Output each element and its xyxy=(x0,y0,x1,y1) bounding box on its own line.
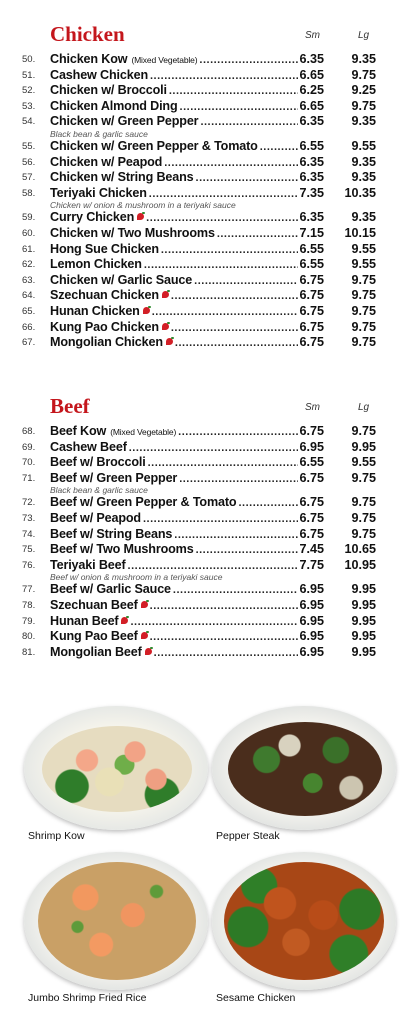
price-small: 6.75 xyxy=(299,526,324,541)
item-name: Kung Pao Beef xyxy=(50,629,138,644)
item-name: Chicken Kow xyxy=(50,52,128,66)
item-name: Beef w/ Green Pepper xyxy=(50,470,178,485)
photo-caption: Pepper Steak xyxy=(216,830,280,842)
item-number: 74. xyxy=(22,528,36,540)
dot-leader xyxy=(196,543,298,559)
menu-item-row xyxy=(0,511,400,527)
price-large: 9.75 xyxy=(351,495,376,510)
menu-item-row xyxy=(0,629,400,645)
beef-header xyxy=(0,394,400,424)
item-name: Mongolian Chicken xyxy=(50,335,163,350)
price-large: 9.55 xyxy=(351,138,376,153)
price-small: 6.35 xyxy=(299,210,324,225)
menu-item-row xyxy=(0,558,400,574)
item-name-wrap xyxy=(50,170,298,187)
menu-item xyxy=(0,645,400,661)
dot-leader xyxy=(171,321,298,337)
price-large: 9.95 xyxy=(351,613,376,628)
dot-leader xyxy=(150,599,298,615)
item-name: Chicken w/ Broccoli xyxy=(50,83,167,98)
price-small: 7.75 xyxy=(299,557,324,572)
dot-leader xyxy=(161,243,298,259)
item-name: Chicken w/ Peapod xyxy=(50,154,163,169)
photo-caption: Shrimp Kow xyxy=(28,830,85,842)
item-name-wrap xyxy=(50,582,298,599)
item-number: 65. xyxy=(22,305,36,317)
item-name: Kung Pao Chicken xyxy=(50,319,159,334)
dot-leader xyxy=(154,646,298,662)
price-small: 6.65 xyxy=(299,98,324,113)
item-name-wrap xyxy=(50,440,298,457)
item-name: Mongolian Beef xyxy=(50,644,142,659)
price-large: 10.65 xyxy=(344,542,376,557)
price-small: 6.75 xyxy=(299,303,324,318)
hot-pepper-icon xyxy=(145,648,152,655)
price-small: 6.95 xyxy=(299,582,324,597)
menu-item-row xyxy=(0,155,400,171)
item-name: Hunan Chicken xyxy=(50,303,140,318)
price-large: 10.15 xyxy=(344,225,376,240)
price-large: 9.95 xyxy=(351,597,376,612)
menu-item-row xyxy=(0,614,400,630)
price-small: 6.35 xyxy=(299,114,324,129)
price-small: 7.45 xyxy=(299,542,324,557)
item-description: Black bean & garlic sauce xyxy=(50,128,148,139)
price-small: 6.25 xyxy=(299,83,324,98)
menu-item xyxy=(0,629,400,645)
price-small: 6.35 xyxy=(299,154,324,169)
item-name-wrap xyxy=(50,257,298,274)
price-small: 6.55 xyxy=(299,257,324,272)
price-small: 6.55 xyxy=(299,455,324,470)
item-number: 67. xyxy=(22,337,36,349)
dot-leader xyxy=(175,336,298,352)
item-number: 61. xyxy=(22,243,36,255)
item-name-wrap xyxy=(50,52,298,69)
menu-item xyxy=(0,186,400,211)
sesame-chicken-photo xyxy=(212,850,400,1010)
menu-item xyxy=(0,226,400,242)
menu-item-row xyxy=(0,582,400,598)
price-small: 6.75 xyxy=(299,424,324,438)
item-number: 60. xyxy=(22,227,36,239)
price-large: 9.95 xyxy=(351,644,376,659)
menu-item xyxy=(0,614,400,630)
item-name: Hong Sue Chicken xyxy=(50,241,159,256)
price-small: 6.75 xyxy=(299,510,324,525)
menu-item xyxy=(0,527,400,543)
item-number: 68. xyxy=(22,426,36,437)
menu-item xyxy=(0,598,400,614)
item-number: 62. xyxy=(22,259,36,271)
price-small: 6.75 xyxy=(299,335,324,350)
menu-item-row xyxy=(0,288,400,304)
chicken-menu-list xyxy=(0,52,400,351)
price-small: 6.65 xyxy=(299,67,324,82)
price-large: 9.35 xyxy=(351,170,376,185)
dot-leader xyxy=(178,425,298,441)
item-name: Beef w/ Two Mushrooms xyxy=(50,542,194,557)
menu-item-row xyxy=(0,139,400,155)
item-name-wrap xyxy=(50,68,298,85)
item-number: 78. xyxy=(22,599,36,611)
dot-leader xyxy=(152,305,298,321)
item-number: 81. xyxy=(22,646,36,658)
item-name-wrap xyxy=(50,598,298,615)
item-inline-note: (Mixed Vegetable) xyxy=(110,427,177,437)
menu-item xyxy=(0,210,400,226)
menu-item xyxy=(0,304,400,320)
item-number: 64. xyxy=(22,290,36,302)
price-small: 6.95 xyxy=(299,613,324,628)
menu-item xyxy=(0,242,400,258)
menu-item xyxy=(0,99,400,115)
price-large: 9.35 xyxy=(351,52,376,66)
menu-item xyxy=(0,471,400,496)
shrimp-kow-photo xyxy=(22,702,212,852)
item-name: Szechuan Chicken xyxy=(50,288,159,303)
item-name: Teriyaki Beef xyxy=(50,557,126,572)
price-large: 9.75 xyxy=(351,98,376,113)
dot-leader xyxy=(180,100,298,116)
dot-leader xyxy=(174,528,298,544)
item-name: Chicken w/ Green Pepper xyxy=(50,114,199,129)
beef-section xyxy=(0,394,400,660)
dot-leader xyxy=(150,69,298,85)
item-name-wrap xyxy=(50,335,298,352)
beef-sm-header: Sm xyxy=(305,402,320,413)
item-number: 55. xyxy=(22,140,36,152)
price-large: 9.25 xyxy=(351,83,376,98)
item-name: Chicken w/ String Beans xyxy=(50,170,194,185)
menu-item-row xyxy=(0,257,400,273)
item-number: 79. xyxy=(22,615,36,627)
item-name-wrap xyxy=(50,139,298,156)
item-number: 51. xyxy=(22,69,36,81)
menu-item-row xyxy=(0,273,400,289)
price-large: 9.95 xyxy=(351,629,376,644)
dot-leader xyxy=(144,258,298,274)
menu-item xyxy=(0,155,400,171)
menu-item xyxy=(0,582,400,598)
menu-item xyxy=(0,257,400,273)
menu-item xyxy=(0,139,400,155)
item-number: 56. xyxy=(22,156,36,168)
item-name: Beef w/ Green Pepper & Tomato xyxy=(50,495,237,510)
dot-leader xyxy=(169,84,298,100)
item-number: 66. xyxy=(22,321,36,333)
dot-leader xyxy=(146,211,298,227)
menu-item xyxy=(0,68,400,84)
menu-item-row xyxy=(0,424,400,440)
price-large: 9.75 xyxy=(351,424,376,438)
item-number: 57. xyxy=(22,172,36,184)
menu-item-row xyxy=(0,242,400,258)
price-large: 10.35 xyxy=(344,185,376,200)
dot-leader xyxy=(171,289,298,305)
item-name: Chicken w/ Garlic Sauce xyxy=(50,272,193,287)
item-name-wrap xyxy=(50,99,298,116)
item-number: 76. xyxy=(22,559,36,571)
price-large: 9.35 xyxy=(351,154,376,169)
item-number: 50. xyxy=(22,54,36,65)
menu-item xyxy=(0,424,400,440)
item-name-wrap xyxy=(50,542,298,559)
price-large: 10.95 xyxy=(344,557,376,572)
beef-section-title: Beef xyxy=(50,394,90,418)
item-description: Black bean & garlic sauce xyxy=(50,485,148,496)
beef-menu-list xyxy=(0,424,400,660)
item-number: 54. xyxy=(22,116,36,128)
menu-item xyxy=(0,542,400,558)
item-name-wrap xyxy=(50,155,298,172)
menu-item-row xyxy=(0,320,400,336)
dot-leader xyxy=(143,512,298,528)
menu-item-row xyxy=(0,335,400,351)
chicken-section-title: Chicken xyxy=(50,22,125,46)
menu-item xyxy=(0,170,400,186)
price-large: 9.75 xyxy=(351,67,376,82)
menu-item-row xyxy=(0,52,400,68)
price-small: 7.15 xyxy=(299,225,324,240)
item-number: 59. xyxy=(22,212,36,224)
menu-item xyxy=(0,495,400,511)
item-name-wrap xyxy=(50,495,298,512)
item-name-wrap xyxy=(50,320,298,337)
item-description: Chicken w/ onion & mushroom in a teriyaki sauce xyxy=(50,200,236,211)
item-number: 73. xyxy=(22,512,36,524)
dot-leader xyxy=(148,456,298,472)
menu-item-row xyxy=(0,210,400,226)
menu-item-row xyxy=(0,304,400,320)
menu-item-row xyxy=(0,598,400,614)
item-name-wrap xyxy=(50,511,298,528)
menu-item-row xyxy=(0,114,400,130)
chicken-header xyxy=(0,22,400,52)
item-name: Chicken Almond Ding xyxy=(50,98,178,113)
price-small: 6.75 xyxy=(299,319,324,334)
menu-item-row xyxy=(0,68,400,84)
item-name-wrap xyxy=(50,226,298,243)
item-number: 70. xyxy=(22,457,36,469)
item-name: Beef w/ Peapod xyxy=(50,510,141,525)
price-large: 9.75 xyxy=(351,319,376,334)
menu-item-row xyxy=(0,226,400,242)
item-number: 71. xyxy=(22,472,36,484)
item-name: Szechuan Beef xyxy=(50,597,138,612)
hot-pepper-icon xyxy=(166,338,173,345)
item-name: Curry Chicken xyxy=(50,210,135,225)
menu-item xyxy=(0,273,400,289)
menu-item-row xyxy=(0,186,400,202)
menu-item-row xyxy=(0,645,400,661)
item-name: Beef w/ Broccoli xyxy=(50,455,146,470)
item-name-wrap xyxy=(50,304,298,321)
price-small: 6.55 xyxy=(299,241,324,256)
price-large: 9.75 xyxy=(351,526,376,541)
menu-item-row xyxy=(0,542,400,558)
item-number: 52. xyxy=(22,85,36,97)
item-name: Hunan Beef xyxy=(50,613,119,628)
price-small: 6.75 xyxy=(299,495,324,510)
price-large: 9.95 xyxy=(351,439,376,454)
item-number: 80. xyxy=(22,631,36,643)
item-name: Teriyaki Chicken xyxy=(50,185,147,200)
item-name: Beef Kow xyxy=(50,424,107,438)
pepper-steak-photo xyxy=(212,702,400,852)
menu-item-row xyxy=(0,471,400,487)
price-large: 9.95 xyxy=(351,582,376,597)
dot-leader xyxy=(164,156,298,172)
item-number: 58. xyxy=(22,187,36,199)
item-name-wrap xyxy=(50,210,298,227)
dot-leader xyxy=(173,583,298,599)
hot-pepper-icon xyxy=(162,291,169,298)
item-name: Cashew Beef xyxy=(50,439,127,454)
price-large: 9.75 xyxy=(351,510,376,525)
price-large: 9.35 xyxy=(351,210,376,225)
item-inline-note: (Mixed Vegetable) xyxy=(131,55,198,65)
menu-item xyxy=(0,320,400,336)
hot-pepper-icon xyxy=(137,213,144,220)
menu-item-row xyxy=(0,527,400,543)
item-name: Cashew Chicken xyxy=(50,67,148,82)
price-large: 9.55 xyxy=(351,257,376,272)
item-name: Beef w/ Garlic Sauce xyxy=(50,582,171,597)
price-small: 6.35 xyxy=(299,170,324,185)
item-name-wrap xyxy=(50,424,298,441)
item-name-wrap xyxy=(50,645,298,662)
price-large: 9.55 xyxy=(351,241,376,256)
price-large: 9.75 xyxy=(351,272,376,287)
chicken-sm-header: Sm xyxy=(305,30,320,41)
item-name-wrap xyxy=(50,455,298,472)
menu-item-row xyxy=(0,99,400,115)
hot-pepper-icon xyxy=(162,323,169,330)
menu-item xyxy=(0,114,400,139)
price-small: 6.75 xyxy=(299,272,324,287)
item-name: Lemon Chicken xyxy=(50,257,142,272)
hot-pepper-icon xyxy=(143,307,150,314)
item-name: Chicken w/ Two Mushrooms xyxy=(50,225,215,240)
hot-pepper-icon xyxy=(121,617,128,624)
hot-pepper-icon xyxy=(141,601,148,608)
price-small: 7.35 xyxy=(299,185,324,200)
item-name: Chicken w/ Green Pepper & Tomato xyxy=(50,138,258,153)
item-name-wrap xyxy=(50,614,298,631)
menu-item xyxy=(0,455,400,471)
price-small: 6.95 xyxy=(299,644,324,659)
chicken-section xyxy=(0,22,400,351)
menu-item-row xyxy=(0,440,400,456)
item-name: Beef w/ String Beans xyxy=(50,526,173,541)
item-name-wrap xyxy=(50,242,298,259)
item-description: Beef w/ onion & mushroom in a teriyaki sauce xyxy=(50,572,223,583)
menu-item xyxy=(0,440,400,456)
shrimp-fried-rice-photo xyxy=(22,850,212,1010)
item-name-wrap xyxy=(50,288,298,305)
dot-leader xyxy=(194,274,298,290)
price-large: 9.75 xyxy=(351,335,376,350)
menu-item xyxy=(0,288,400,304)
menu-item-row xyxy=(0,83,400,99)
menu-item-row xyxy=(0,170,400,186)
menu-item-row xyxy=(0,495,400,511)
dot-leader xyxy=(129,441,298,457)
item-number: 53. xyxy=(22,100,36,112)
item-name-wrap xyxy=(50,527,298,544)
price-large: 9.55 xyxy=(351,455,376,470)
price-small: 6.95 xyxy=(299,629,324,644)
price-large: 9.35 xyxy=(351,114,376,129)
price-small: 6.55 xyxy=(299,138,324,153)
menu-item-row xyxy=(0,455,400,471)
price-small: 6.95 xyxy=(299,597,324,612)
price-large: 9.75 xyxy=(351,303,376,318)
price-small: 6.95 xyxy=(299,439,324,454)
menu-item xyxy=(0,558,400,583)
menu-item xyxy=(0,335,400,351)
menu-item xyxy=(0,83,400,99)
photo-caption: Jumbo Shrimp Fried Rice xyxy=(28,992,147,1004)
dot-leader xyxy=(150,630,298,646)
price-small: 6.75 xyxy=(299,288,324,303)
menu-item xyxy=(0,511,400,527)
beef-lg-header: Lg xyxy=(358,402,370,413)
menu-item xyxy=(0,52,400,68)
photo-caption: Sesame Chicken xyxy=(216,992,296,1004)
item-number: 75. xyxy=(22,544,36,556)
item-number: 77. xyxy=(22,584,36,596)
item-name-wrap xyxy=(50,83,298,100)
item-number: 69. xyxy=(22,441,36,453)
dot-leader xyxy=(196,171,298,187)
item-number: 63. xyxy=(22,274,36,286)
hot-pepper-icon xyxy=(141,632,148,639)
price-small: 6.35 xyxy=(299,52,324,66)
price-large: 9.75 xyxy=(351,470,376,485)
dot-leader xyxy=(130,615,298,631)
item-name-wrap xyxy=(50,273,298,290)
price-small: 6.75 xyxy=(299,470,324,485)
item-name-wrap xyxy=(50,629,298,646)
item-number: 72. xyxy=(22,497,36,509)
chicken-lg-header: Lg xyxy=(358,30,370,41)
price-large: 9.75 xyxy=(351,288,376,303)
